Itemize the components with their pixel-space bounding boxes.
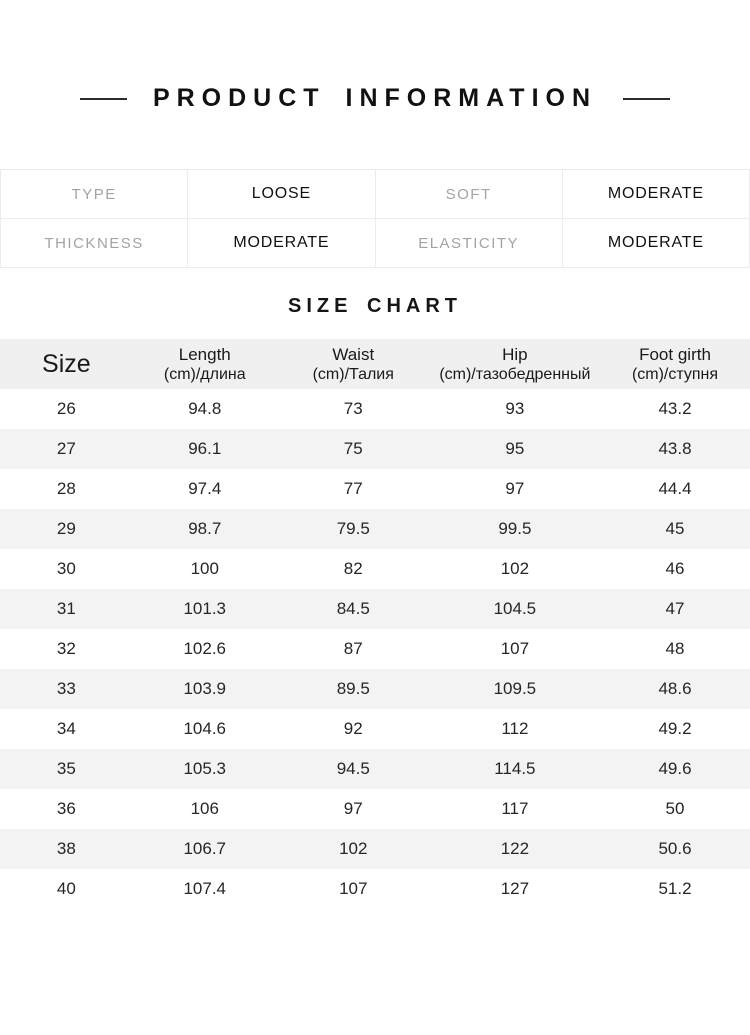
size-column-header <box>0 339 133 389</box>
size-value-cell: 33 <box>56 679 76 698</box>
size-value-cell: 31 <box>56 599 76 618</box>
column-header-line2: (cm)/длина <box>163 365 246 383</box>
measurement-cell: 112 <box>501 719 529 738</box>
attribute-value: MODERATE <box>562 219 749 268</box>
measurement-cell: 102 <box>500 559 530 578</box>
column-header-line1: Size <box>42 349 91 378</box>
size-chart-table <box>0 339 750 909</box>
size-column-header <box>600 339 750 389</box>
measurement-cell: 107 <box>339 879 368 898</box>
column-header-line2: (cm)/Талия <box>312 365 394 383</box>
column-header-line1: Length <box>178 344 231 364</box>
size-row <box>0 389 750 429</box>
measurement-cell: 82 <box>343 559 363 578</box>
measurement-cell: 43.2 <box>658 399 692 418</box>
attribute-value: MODERATE <box>188 219 375 268</box>
size-column-header <box>133 339 277 389</box>
header-right-rule <box>623 98 670 100</box>
measurement-cell: 47 <box>665 599 685 618</box>
measurement-cell: 97 <box>505 479 525 498</box>
attribute-row <box>1 219 750 268</box>
column-header-line1: Waist <box>332 344 375 364</box>
measurement-cell: 49.6 <box>658 759 692 778</box>
size-value-cell: 27 <box>56 439 76 458</box>
measurement-cell: 44.4 <box>658 479 692 498</box>
measurement-cell: 101.3 <box>183 599 227 618</box>
size-value-cell: 29 <box>56 519 76 538</box>
size-column-header <box>277 339 430 389</box>
size-row <box>0 669 750 709</box>
attribute-label: TYPE <box>1 170 188 219</box>
measurement-cell: 98.7 <box>188 519 222 538</box>
measurement-cell: 43.8 <box>658 439 692 458</box>
measurement-cell: 75 <box>343 439 363 458</box>
measurement-cell: 97 <box>343 799 363 818</box>
measurement-cell: 107 <box>500 639 530 658</box>
measurement-cell: 49.2 <box>658 719 692 738</box>
measurement-cell: 92 <box>343 719 363 738</box>
size-value-cell: 30 <box>56 559 76 578</box>
product-information-page <box>0 84 750 909</box>
measurement-cell: 107.4 <box>183 879 227 898</box>
product-attributes-table <box>0 169 750 268</box>
measurement-cell: 84.5 <box>336 599 370 618</box>
size-row <box>0 589 750 629</box>
attribute-label: SOFT <box>375 170 562 219</box>
size-row <box>0 709 750 749</box>
measurement-cell: 77 <box>343 479 363 498</box>
size-row <box>0 629 750 669</box>
attribute-label: THICKNESS <box>1 219 188 268</box>
measurement-cell: 93 <box>505 399 525 418</box>
measurement-cell: 106.7 <box>183 839 227 858</box>
measurement-cell: 89.5 <box>336 679 370 698</box>
measurement-cell: 50 <box>665 799 685 818</box>
column-header-line2: (cm)/ступня <box>631 365 719 383</box>
measurement-cell: 48 <box>665 639 685 658</box>
measurement-cell: 94.8 <box>188 399 222 418</box>
column-header-line1: Foot girth <box>639 344 711 364</box>
size-value-cell: 32 <box>56 639 76 658</box>
size-value-cell: 35 <box>56 759 76 778</box>
measurement-cell: 114.5 <box>494 759 536 778</box>
size-value-cell: 40 <box>56 879 76 898</box>
measurement-cell: 117 <box>501 799 529 818</box>
measurement-cell: 79.5 <box>336 519 370 538</box>
measurement-cell: 48.6 <box>658 679 692 698</box>
size-value-cell: 34 <box>56 719 76 738</box>
size-row <box>0 749 750 789</box>
attribute-row <box>1 170 750 219</box>
size-value-cell: 38 <box>56 839 76 858</box>
size-chart-header-row <box>0 339 750 389</box>
measurement-cell: 127 <box>500 879 530 898</box>
size-row <box>0 869 750 909</box>
size-row <box>0 509 750 549</box>
measurement-cell: 95 <box>505 439 525 458</box>
size-row <box>0 429 750 469</box>
size-row <box>0 469 750 509</box>
size-value-cell: 26 <box>56 399 76 418</box>
size-row <box>0 549 750 589</box>
page-title: PRODUCT INFORMATION <box>152 84 598 112</box>
measurement-cell: 73 <box>343 399 363 418</box>
measurement-cell: 50.6 <box>658 839 692 858</box>
size-column-header <box>430 339 600 389</box>
measurement-cell: 97.4 <box>188 479 222 498</box>
measurement-cell: 102.6 <box>183 639 227 658</box>
header-left-rule <box>80 98 127 100</box>
measurement-cell: 100 <box>190 559 219 578</box>
product-information-header <box>0 84 750 113</box>
measurement-cell: 94.5 <box>336 759 370 778</box>
measurement-cell: 96.1 <box>188 439 222 458</box>
attribute-value: LOOSE <box>188 170 375 219</box>
measurement-cell: 87 <box>343 639 363 658</box>
measurement-cell: 99.5 <box>498 519 532 538</box>
column-header-line1: Hip <box>502 344 528 364</box>
measurement-cell: 104.6 <box>183 719 227 738</box>
measurement-cell: 122 <box>500 839 530 858</box>
size-value-cell: 28 <box>56 479 76 498</box>
size-row <box>0 829 750 869</box>
measurement-cell: 102 <box>339 839 368 858</box>
measurement-cell: 104.5 <box>493 599 537 618</box>
size-chart-title: SIZE CHART <box>288 295 462 317</box>
measurement-cell: 103.9 <box>183 679 227 698</box>
measurement-cell: 109.5 <box>493 679 537 698</box>
size-value-cell: 36 <box>56 799 76 818</box>
measurement-cell: 105.3 <box>183 759 227 778</box>
column-header-line2: (cm)/тазобедренный <box>439 365 591 383</box>
measurement-cell: 106 <box>190 799 219 818</box>
measurement-cell: 45 <box>665 519 685 538</box>
measurement-cell: 46 <box>665 559 685 578</box>
attribute-value: MODERATE <box>562 170 749 219</box>
attribute-label: ELASTICITY <box>375 219 562 268</box>
size-row <box>0 789 750 829</box>
measurement-cell: 51.2 <box>658 879 692 898</box>
